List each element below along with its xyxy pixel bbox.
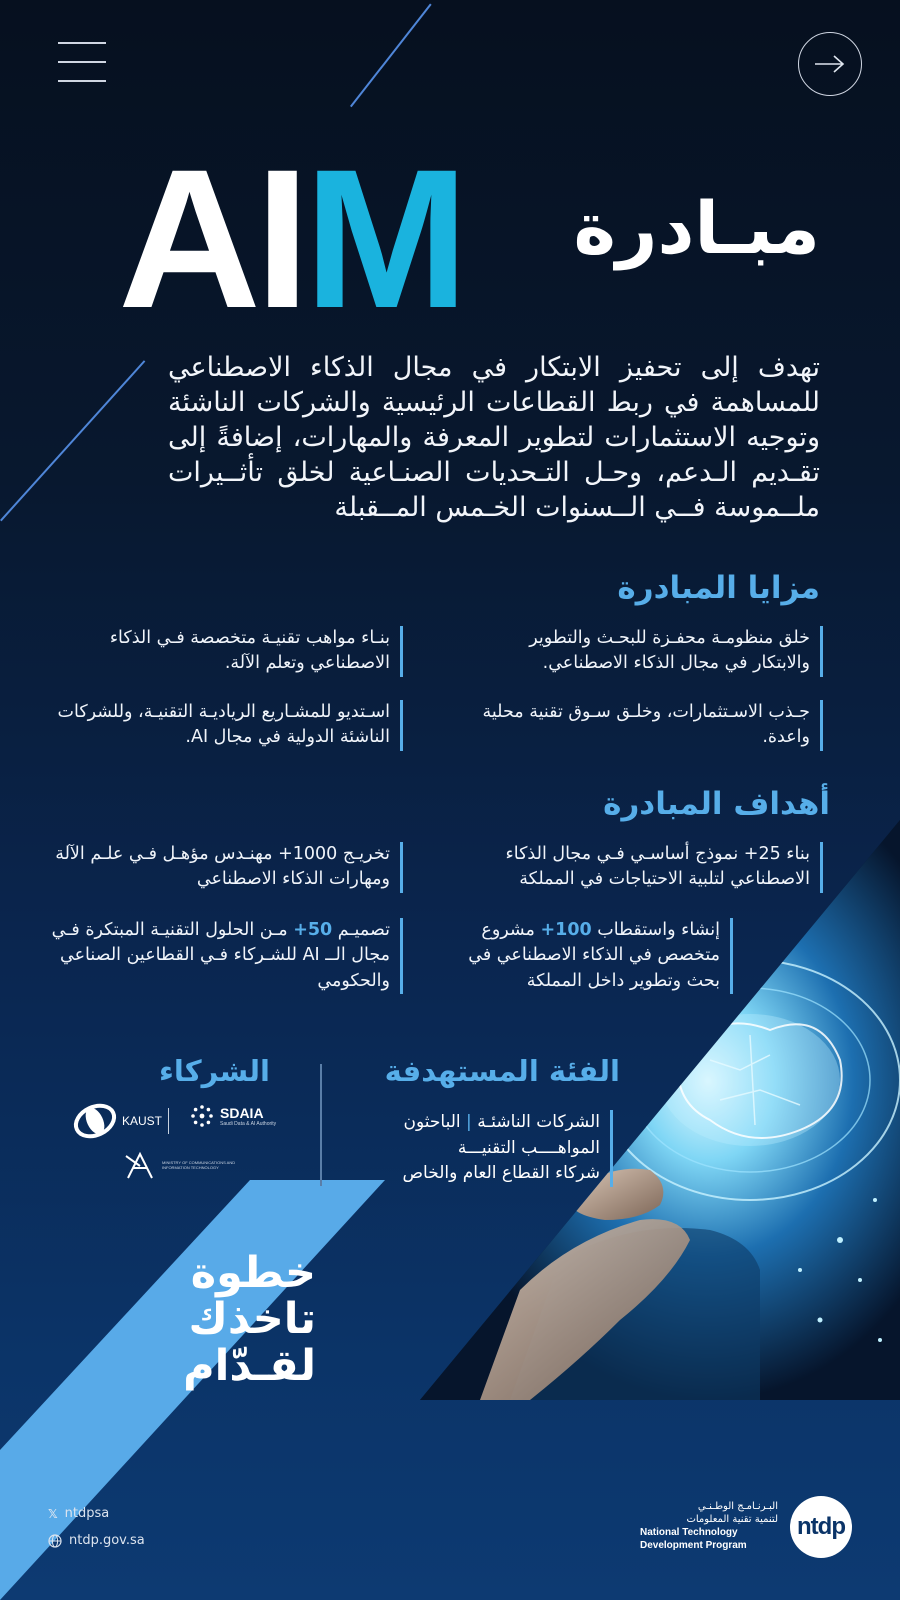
ntdp-ar-line2: لتنمية تقنية المعلومات [686,1514,778,1525]
ntdp-en-line1: National Technology [640,1527,738,1538]
cta-slogan [96,1250,316,1389]
title-letter-a: A [118,128,255,349]
globe-icon [48,1534,62,1548]
cta-line1: خطوة تاخذك [188,1248,316,1345]
target-researchers: الباحثون [403,1112,461,1132]
aim-title [118,128,463,349]
benefit-item: بنـاء مواهب تقنيـة متخصصة فـي الذكاء الاصطناعي وتعلم الآلة. [50,626,403,677]
kaust-logo [72,1102,162,1140]
goal-number: 50+ [293,920,333,940]
benefits-title: مزايا المبادرة [617,570,820,606]
title-letter-m: M [304,128,463,349]
target-line: الشركات الناشئـة | الباحثون [403,1112,600,1132]
decor-line [350,4,431,107]
goal-item [50,918,403,994]
initiative-word: مبـادرة [573,186,820,270]
hamburger-menu-icon[interactable] [58,42,106,84]
mcit-subtext: MINISTRY OF COMMUNICATIONS AND INFORMATION TECHNOLOGY [162,1159,236,1170]
sdaia-text: SDAIA [220,1105,264,1121]
benefit-item: خلق منظومـة محفـزة للبحـث والتطوير والابتكار في مجال الذكاء الاصطناعي. [480,626,823,677]
x-icon: 𝕏 [48,1506,58,1521]
website-link[interactable] [48,1533,145,1548]
goal-text: إنشاء واستقطاب [591,920,720,940]
goal-text: تصميـم [332,920,390,940]
benefit-item: جـذب الاسـتثمارات، وخلـق سـوق تقنية محلية واعدة. [480,700,823,751]
intro-paragraph: تهدف إلى تحفيز الابتكار في مجال الذكاء الاصطناعي للمساهمة في ربط القطاعات الرئيسية والشركات الناشئة وتوجيه الاستثمارات لتطوير المعرفة والمهارات، إضافةً إلى تقـديم الـدعم، وحـل التـحديات الصنـاعية لخلق تأثــيرات ملــموسة فــي الــسنوات الخـمس المــقبلة [168,352,820,524]
sdaia-subtext: Saudi Data & AI Authority [220,1121,277,1127]
sdaia-icon [190,1104,214,1128]
ntdp-logo-text: ntdp [797,1513,845,1540]
mcit-icon [124,1148,156,1182]
logo-separator [168,1108,169,1134]
target-list [380,1110,613,1187]
partners-title: الشركاء [159,1054,270,1088]
goals-title: أهداف المبادرة [603,786,830,822]
decor-line [0,360,145,521]
title-letter-i: I [255,128,305,349]
ntdp-en-line2: Development Program [640,1540,747,1551]
target-talents: المواهــــب التقنيـــة [457,1137,600,1158]
goal-item: بناء 25+ نموذج أساسـي فـي مجال الذكاء الاصطناعي لتلبية الاحتياجات في المملكة [480,842,823,893]
goal-item: تخريـج 1000+ مهنـدس مؤهـل فـي علـم الآلة ومهارات الذكاء الاصطناعي [50,842,403,893]
goal-number: 100+ [540,920,592,940]
x-handle: ntdpsa [64,1506,110,1521]
arrow-right-icon[interactable] [798,32,862,96]
target-title: الفئة المستهدفة [384,1054,620,1088]
ntdp-ar-line1: البـرنـامـج الوطـنـي [697,1501,778,1512]
website-url: ntdp.gov.sa [69,1533,145,1548]
target-partners: شركاء القطاع العام والخاص [402,1163,600,1183]
section-divider [320,1064,322,1186]
footer-contacts [48,1506,145,1560]
goal-item [450,918,733,994]
target-startups: الشركات الناشئـة [477,1112,600,1132]
ntdp-name [640,1500,778,1552]
cta-line2: لقـدّام [183,1340,316,1391]
goal-text: مشروع متخصص في الذكاء الاصطناعي في بحث وتطوير داخل المملكة [468,920,720,991]
kaust-icon [72,1102,118,1140]
ntdp-logo [790,1496,852,1558]
kaust-text: KAUST [122,1114,163,1128]
sdaia-logo [190,1104,276,1128]
mcit-logo [124,1148,248,1182]
benefit-item: اسـتديو للمشـاريع الرياديـة التقنيـة، وللشركات الناشئة الدولية في مجال AI. [50,700,403,751]
goal-text: مـن الحلول التقنيـة المبتكرة فـي مجال الــ AI للشـركاء فـي القطاعين الصناعي والحكومي [51,920,390,991]
x-link[interactable] [48,1506,145,1521]
